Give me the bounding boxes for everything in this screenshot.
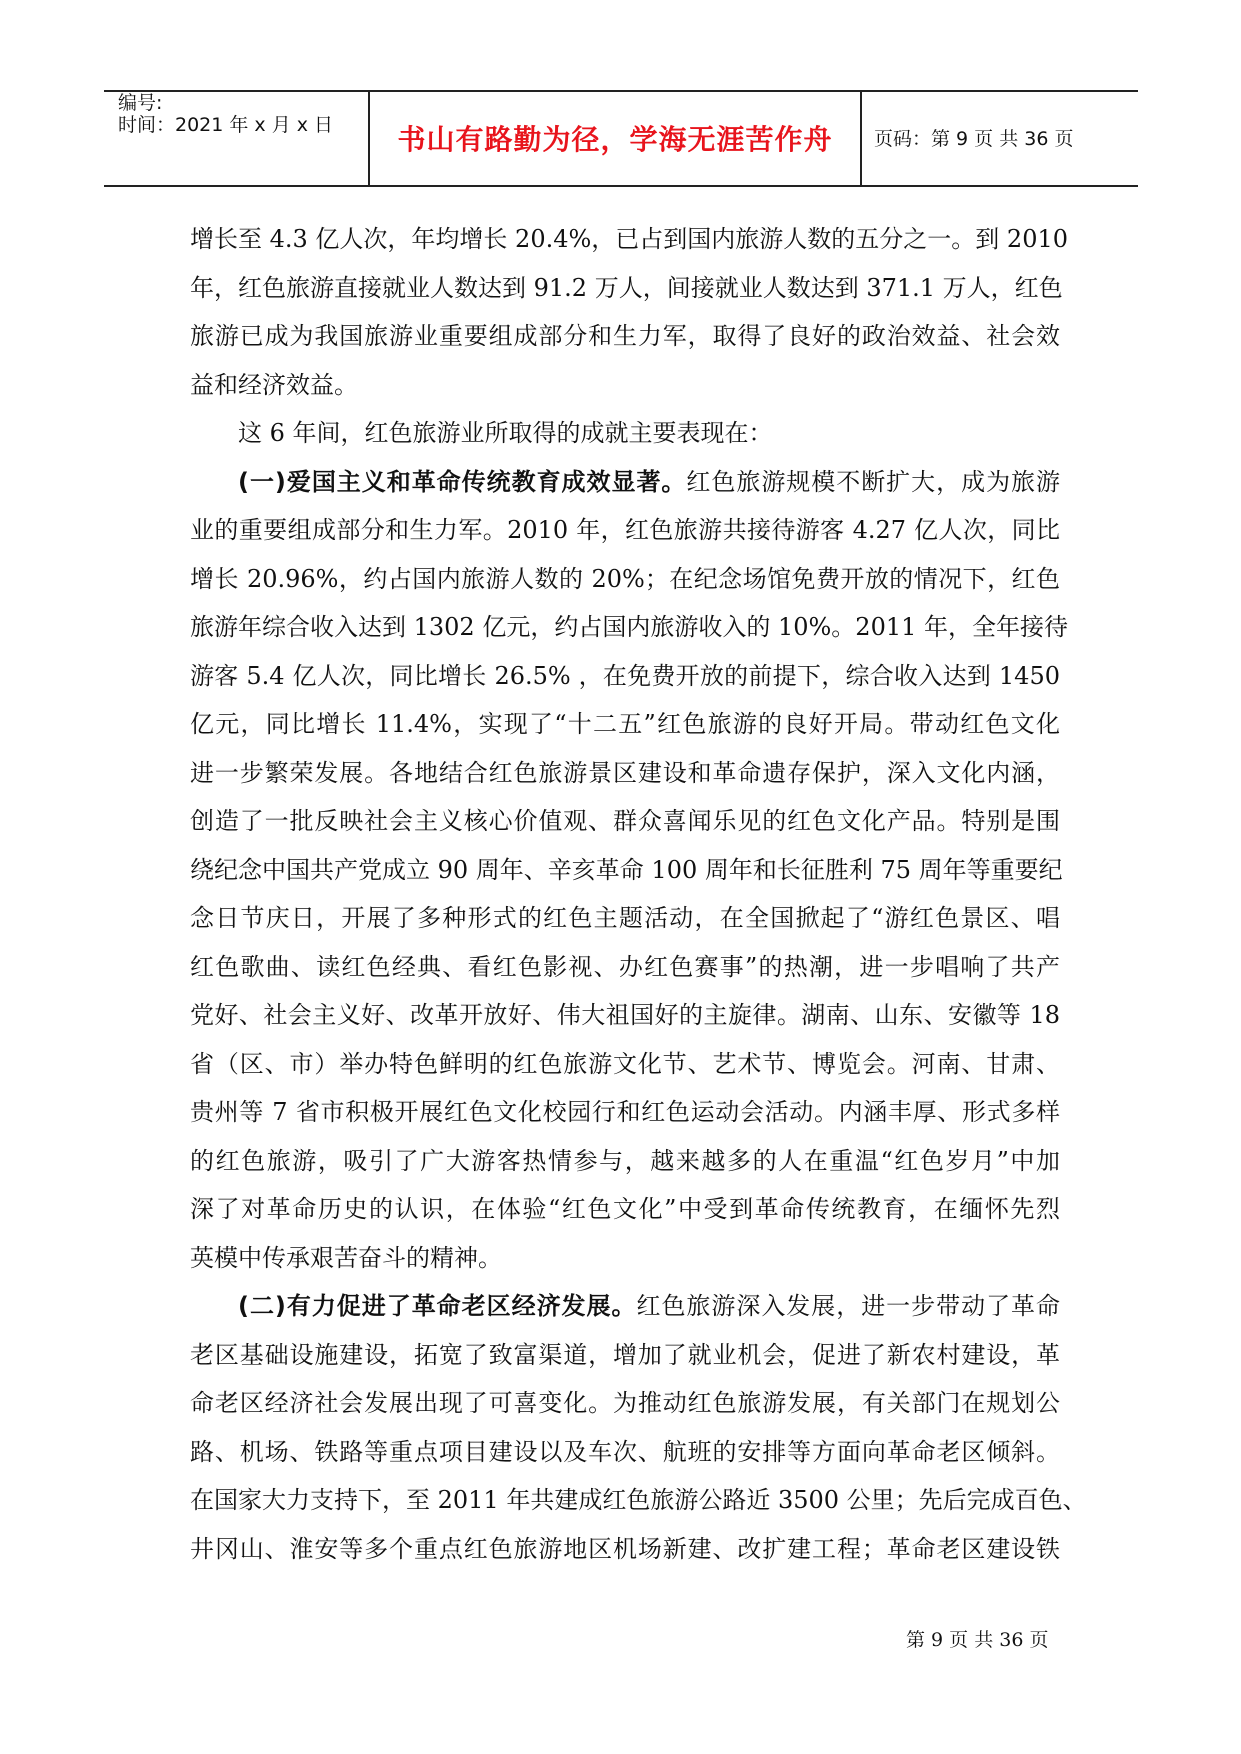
text-line: 念日节庆日，开展了多种形式的红色主题活动，在全国掀起了“游红色景区、唱 — [190, 904, 1060, 932]
paragraph-3 — [190, 506, 1069, 1282]
text-line: 省（区、市）举办特色鲜明的红色旅游文化节、艺术节、博览会。河南、甘肃、 — [190, 1049, 1060, 1078]
paragraph-3-first-line — [190, 458, 1060, 507]
document-header — [104, 90, 1138, 187]
text-line: 进一步繁荣发展。各地结合红色旅游景区建设和革命遗存保护，深入文化内涵， — [190, 758, 1060, 787]
paragraph-2: 这 6 年间，红色旅游业所取得的成就主要表现在： — [238, 419, 773, 447]
page-footer: 第 9 页 共 36 页 — [906, 1629, 1049, 1651]
time-label: 时间：2021 年 x 月 x 日 — [118, 114, 334, 136]
header-meta-cell — [104, 92, 370, 185]
text-line: 旅游已成为我国旅游业重要组成部分和生力军，取得了良好的政治效益、社会效 — [190, 322, 1060, 350]
text-line: 增长至 4.3 亿人次，年均增长 20.4%，已占到国内旅游人数的五分之一。到 2010 — [190, 225, 1069, 253]
text-line: 深了对革命历史的认识，在体验“红色文化”中受到革命传统教育，在缅怀先烈 — [190, 1195, 1060, 1223]
text-line: 老区基础设施建设，拓宽了致富渠道，增加了就业机会，促进了新农村建设，革 — [190, 1340, 1060, 1369]
text-line: 年，红色旅游直接就业人数达到 91.2 万人，间接就业人数达到 371.1 万人，红色 — [190, 273, 1063, 302]
text-line: 英模中传承艰苦奋斗的精神。 — [190, 1243, 502, 1272]
text-line: 益和经济效益。 — [190, 370, 358, 399]
text-line: 党好、社会主义好、改革开放好、伟大祖国好的主旋律。湖南、山东、安徽等 18 — [190, 1001, 1060, 1029]
paragraph-4-first-line — [190, 1282, 1060, 1331]
text-line: 旅游年综合收入达到 1302 亿元，约占国内旅游收入的 10%。2011 年，全年接待 — [190, 613, 1069, 641]
text-line: 创造了一批反映社会主义核心价值观、群众喜闻乐见的红色文化产品。特别是围 — [190, 807, 1060, 835]
text-line: 的红色旅游，吸引了广大游客热情参与，越来越多的人在重温“红色岁月”中加 — [190, 1146, 1060, 1175]
paragraph-4-first-text: 红色旅游深入发展，进一步带动了革命 — [636, 1292, 1061, 1320]
text-line: 井冈山、淮安等多个重点红色旅游地区机场新建、改扩建工程；革命老区建设铁 — [190, 1534, 1060, 1563]
document-body — [190, 215, 1087, 1573]
text-line: 亿元，同比增长 11.4%，实现了“十二五”红色旅游的良好开局。带动红色文化 — [190, 710, 1060, 738]
number-label: 编号: — [118, 92, 163, 114]
text-line: 游客 5.4 亿人次，同比增长 26.5% ，在免费开放的前提下，综合收入达到 1450 — [190, 661, 1060, 690]
text-line: 贵州等 7 省市积极开展红色文化校园行和红色运动会活动。内涵丰厚、形式多样 — [190, 1098, 1060, 1126]
motto-text: 书山有路勤为径，学海无涯苦作舟 — [397, 123, 833, 156]
header-motto-cell — [370, 92, 862, 185]
paragraph-4 — [190, 1331, 1087, 1574]
page-code: 页码：第 9 页 共 36 页 — [874, 128, 1074, 150]
text-line: 路、机场、铁路等重点项目建设以及车次、航班的安排等方面向革命老区倾斜。 — [190, 1437, 1060, 1466]
text-line: 业的重要组成部分和生力军。2010 年，红色旅游共接待游客 4.27 亿人次，同比 — [190, 516, 1060, 544]
text-line: 命老区经济社会发展出现了可喜变化。为推动红色旅游发展，有关部门在规划公 — [190, 1389, 1060, 1417]
header-page-cell — [862, 92, 1138, 185]
text-line: 红色歌曲、读红色经典、看红色影视、办红色赛事”的热潮，进一步唱响了共产 — [190, 952, 1060, 981]
text-line: 在国家大力支持下，至 2011 年共建成红色旅游公路近 3500 公里；先后完成百色、 — [190, 1486, 1087, 1514]
text-line: 绕纪念中国共产党成立 90 周年、辛亥革命 100 周年和长征胜利 75 周年等重要纪 — [190, 855, 1063, 884]
paragraph-3-first-text: 红色旅游规模不断扩大，成为旅游 — [686, 467, 1061, 496]
section-heading-2: (二)有力促进了革命老区经济发展。 — [238, 1292, 637, 1320]
paragraph-1 — [190, 215, 1069, 409]
text-line: 增长 20.96%，约占国内旅游人数的 20%；在纪念场馆免费开放的情况下，红色 — [190, 564, 1060, 593]
section-heading-1: (一)爱国主义和革命传统教育成效显著。 — [238, 467, 687, 496]
